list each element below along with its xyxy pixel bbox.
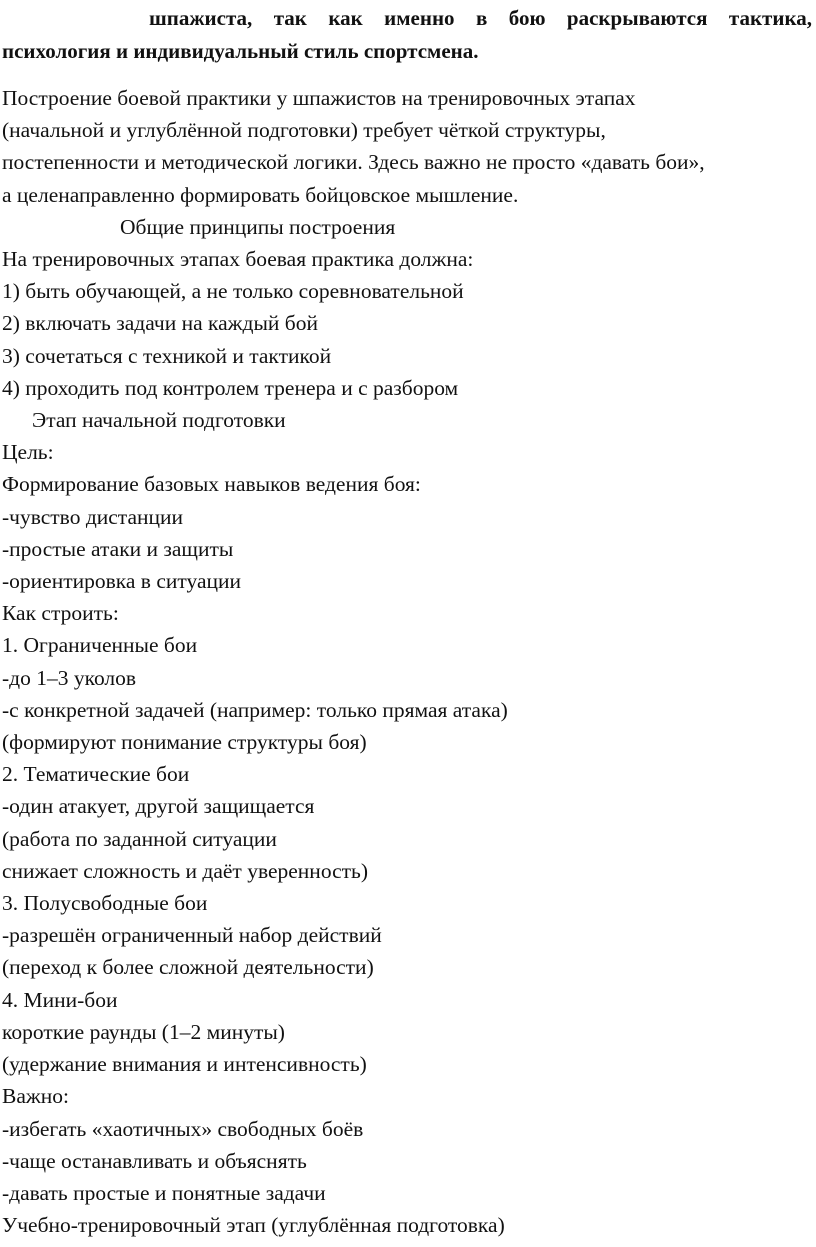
- principles-lead: На тренировочных этапах боевая практика должна:: [2, 247, 474, 272]
- intro-bold-text: [2, 2, 812, 68]
- how-line: (работа по заданной ситуации: [2, 826, 277, 851]
- paragraph-line: а целенаправленно формировать бойцовское мышление.: [2, 182, 519, 207]
- important-item: -избегать «хаотичных» свободных боёв: [2, 1116, 364, 1141]
- section-heading-initial: Этап начальной подготовки: [32, 408, 286, 433]
- goal-text: Формирование базовых навыков ведения боя:: [2, 472, 421, 497]
- paragraph-line: Построение боевой практики у шпажистов на тренировочных этапах: [2, 86, 636, 110]
- section-heading-principles: Общие принципы построения: [120, 214, 396, 239]
- principles-item: 3) сочетаться с техникой и тактикой: [2, 343, 332, 368]
- goal-label: Цель:: [2, 440, 54, 465]
- principles-item: 2) включать задачи на каждый бой: [2, 311, 318, 336]
- how-line: 2. Тематические бои: [2, 762, 190, 787]
- how-label: Как строить:: [2, 601, 119, 626]
- how-line: -с конкретной задачей (например: только прямая атака): [2, 697, 508, 722]
- how-line: (удержание внимания и интенсивность): [2, 1052, 367, 1077]
- principles-item: 4) проходить под контролем тренера и с разбором: [2, 375, 459, 400]
- goal-item: -чувство дистанции: [2, 504, 184, 529]
- principles-item: 1) быть обучающей, а не только соревновательной: [2, 279, 464, 304]
- how-line: 1. Ограниченные бои: [2, 633, 198, 658]
- important-item: -давать простые и понятные задачи: [2, 1180, 326, 1205]
- how-line: (формируют понимание структуры боя): [2, 730, 367, 755]
- how-line: снижает сложность и даёт уверенность): [2, 858, 369, 883]
- how-line: короткие раунды (1–2 минуты): [2, 1019, 285, 1044]
- intro-line-1: шпажиста, так как именно в бою раскрываются тактика,: [149, 6, 812, 30]
- section-heading-next: Учебно-тренировочный этап (углублённая подготовка): [2, 1213, 505, 1238]
- how-line: -один атакует, другой защищается: [2, 794, 315, 819]
- goal-item: -простые атаки и защиты: [2, 536, 234, 561]
- paragraph-line: (начальной и углублённой подготовки) требует чёткой структуры,: [2, 118, 606, 143]
- how-line: (переход к более сложной деятельности): [2, 955, 374, 980]
- important-label: Важно:: [2, 1084, 69, 1109]
- how-line: 4. Мини-бои: [2, 987, 118, 1012]
- important-item: -чаще останавливать и объяснять: [2, 1148, 307, 1173]
- how-line: -разрешён ограниченный набор действий: [2, 923, 382, 948]
- how-line: -до 1–3 уколов: [2, 665, 137, 690]
- intro-line-2: психология и индивидуальный стиль спортсмена.: [2, 39, 479, 63]
- paragraph-line: постепенности и методической логики. Здесь важно не просто «давать бои»,: [2, 150, 705, 175]
- how-line: 3. Полусвободные бои: [2, 891, 208, 916]
- document-body: [2, 82, 814, 1241]
- goal-item: -ориентировка в ситуации: [2, 569, 242, 594]
